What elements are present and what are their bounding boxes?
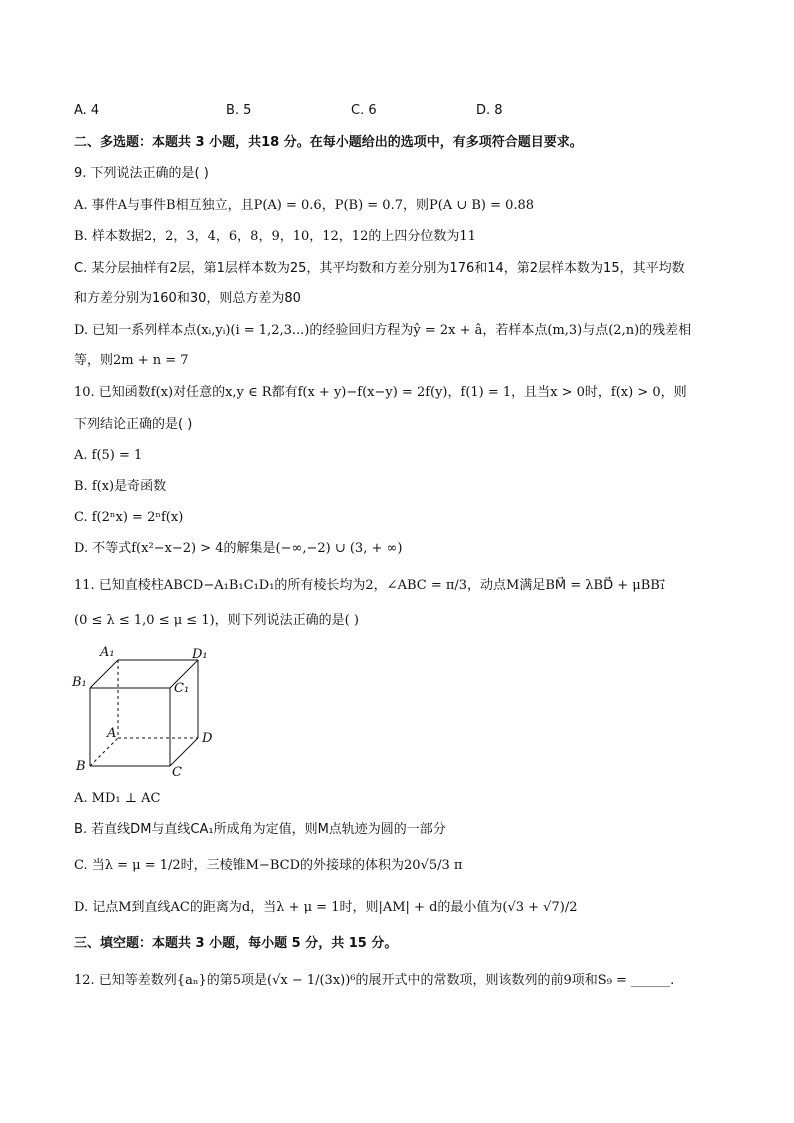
hidden-edge-b-a bbox=[90, 738, 118, 766]
q11-option-a: A. MD₁ ⊥ AC bbox=[74, 791, 161, 806]
label-c: C bbox=[172, 765, 182, 780]
q11-option-c: C. 当λ = μ = 1/2时，三棱锥M−BCD的外接球的体积为20√5/3 π bbox=[74, 858, 463, 873]
section-multiple-choice-heading: 二、多选题：本题共 3 小题，共18 分。在每小题给出的选项中，有多项符合题目要求。 bbox=[74, 135, 583, 150]
q8-option-d: D. 8 bbox=[476, 103, 503, 118]
q8-option-b: B. 5 bbox=[226, 103, 252, 118]
q9-stem: 9. 下列说法正确的是( ) bbox=[74, 166, 209, 181]
section-fill-in-heading: 三、填空题：本题共 3 小题，每小题 5 分，共 15 分。 bbox=[74, 936, 398, 951]
edge-b1-a1 bbox=[90, 660, 118, 688]
q9-option-a: A. 事件A与事件B相互独立，且P(A) = 0.6，P(B) = 0.7，则P(A ∪ B) = 0.88 bbox=[74, 198, 535, 213]
q10-option-b: B. f(x)是奇函数 bbox=[74, 479, 167, 494]
q9-option-c-line2: 和方差分别为160和30，则总方差为80 bbox=[74, 291, 301, 306]
q9-option-b: B. 样本数据2，2，3，4，6，8，9，10，12，12的上四分位数为11 bbox=[74, 229, 476, 244]
q11-option-b: B. 若直线DM与直线CA₁所成角为定值，则M点轨迹为圆的一部分 bbox=[74, 822, 446, 837]
q8-option-c: C. 6 bbox=[351, 103, 377, 118]
q8-option-a: A. 4 bbox=[74, 103, 100, 118]
q10-option-d: D. 不等式f(x²−x−2) > 4的解集是(−∞,−2) ∪ (3, + ∞) bbox=[74, 541, 403, 556]
q9-option-d-line2: 等，则2m + n = 7 bbox=[74, 353, 189, 368]
label-a: A bbox=[107, 726, 117, 741]
q10-option-a: A. f(5) = 1 bbox=[74, 448, 143, 463]
edge-c-d bbox=[170, 738, 198, 766]
q9-option-c-line1: C. 某分层抽样有2层，第1层样本数为25，其平均数和方差分别为176和14，第2层样本数为15，其平均数 bbox=[74, 261, 685, 276]
label-a1: A₁ bbox=[100, 645, 115, 660]
label-b1: B₁ bbox=[72, 675, 87, 690]
prism-figure bbox=[70, 640, 230, 780]
q11-stem-line2: (0 ≤ λ ≤ 1,0 ≤ μ ≤ 1)，则下列说法正确的是( ) bbox=[74, 613, 359, 628]
label-b: B bbox=[76, 759, 86, 774]
q10-stem-line1: 10. 已知函数f(x)对任意的x,y ∈ R都有f(x + y)−f(x−y) = 2f(y)，f(1) = 1，且当x > 0时，f(x) > 0，则 bbox=[74, 385, 687, 400]
q10-stem-line2: 下列结论正确的是( ) bbox=[74, 417, 193, 432]
label-d1: D₁ bbox=[192, 647, 208, 662]
q10-option-c: C. f(2ⁿx) = 2ⁿf(x) bbox=[74, 510, 184, 525]
q11-stem-line1: 11. 已知直棱柱ABCD−A₁B₁C₁D₁的所有棱长均为2，∠ABC = π/3，动点M满足BM⃗ = λBD⃗ + μBB₁⃗ bbox=[74, 578, 666, 593]
label-d: D bbox=[202, 731, 213, 746]
q9-option-d-line1: D. 已知一系列样本点(xᵢ,yᵢ)(i = 1,2,3...)的经验回归方程为ŷ = 2x + â，若样本点(m,3)与点(2,n)的残差相 bbox=[74, 323, 692, 338]
q11-option-d: D. 记点M到直线AC的距离为d，当λ + μ = 1时，则|AM| + d的最小值为(√3 + √7)/2 bbox=[74, 900, 578, 915]
q12-stem: 12. 已知等差数列{aₙ}的第5项是(√x − 1/(3x))⁶的展开式中的常数项，则该数列的前9项和S₉ = ______. bbox=[74, 973, 675, 988]
label-c1: C₁ bbox=[174, 681, 190, 696]
